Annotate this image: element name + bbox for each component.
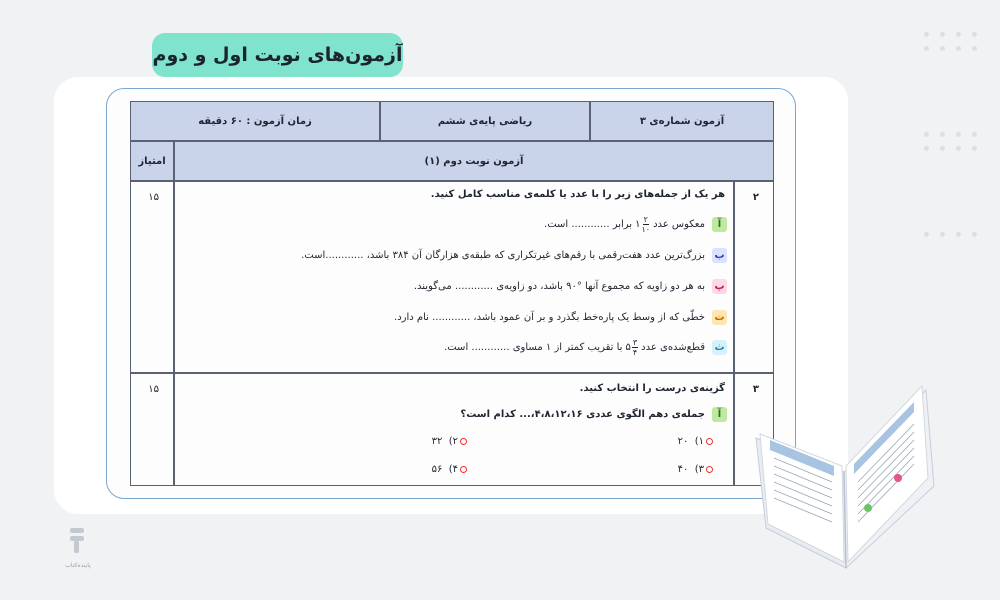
fraction-denominator: ۱۰ <box>641 225 651 234</box>
q2-number-cell <box>734 181 774 373</box>
subject-cell <box>380 101 590 141</box>
item-text: خطّی که از وسط یک پاره‌خط بگذرد و بر آن عمود باشد، ............ نام دارد. <box>394 312 705 323</box>
exam-table <box>130 101 774 486</box>
fraction-numerator: ۲ <box>643 215 648 224</box>
q2-item-b <box>301 248 727 263</box>
exam-sheet <box>106 88 796 499</box>
open-book-icon <box>748 378 936 574</box>
option-value: ۲۰ <box>677 436 689 447</box>
q3-score-cell <box>130 373 174 486</box>
option-circle-icon <box>706 438 713 445</box>
q2-item-s <box>444 338 727 357</box>
score-header: امتیاز <box>138 155 166 167</box>
item-marker: ب <box>712 248 727 263</box>
item-text: معکوس عدد <box>653 219 705 230</box>
subject: ریاضی پایه‌ی ششم <box>437 115 533 127</box>
item-text: بزرگ‌ترین عدد هفت‌رقمی با رقم‌های غیرتکراری که طبقه‌ی هزارگان آن ۳۸۴ باشد، ............است. <box>301 250 705 261</box>
fraction-whole: ۱ <box>635 219 641 230</box>
q2-body-cell <box>174 181 734 373</box>
section-title: آزمون نوبت دوم (۱) <box>424 155 524 167</box>
duration: زمان آزمون : ۶۰ دقیقه <box>198 115 312 127</box>
item-text: قطع‌شده‌ی عدد <box>641 342 705 353</box>
brand-name: پاینده‌کتاب <box>65 562 91 569</box>
option-value: ۳۲ <box>431 436 443 447</box>
score-header-cell <box>130 141 174 181</box>
option-circle-icon <box>460 466 467 473</box>
page-title: آزمون‌های نوبت اول و دوم <box>152 33 403 77</box>
item-marker: ت <box>712 310 727 325</box>
mixed-fraction <box>625 338 638 357</box>
item-marker: پ <box>712 279 727 294</box>
exam-number-cell <box>590 101 774 141</box>
duration-cell <box>130 101 380 141</box>
fraction-whole: ۵ <box>625 342 631 353</box>
item-text: به هر دو زاویه که مجموع آنها °۹۰ باشد، دو زاویه‌ی ............ می‌گویند. <box>413 281 705 292</box>
q2-item-p <box>414 279 727 294</box>
item-marker: آ <box>712 217 727 232</box>
fraction-denominator: ۴ <box>632 348 638 357</box>
decorative-dots <box>924 32 994 252</box>
q2-score-cell <box>130 181 174 373</box>
fraction-numerator: ۳ <box>632 338 638 347</box>
q2-item-t <box>394 310 727 325</box>
item-marker: آ <box>712 407 727 422</box>
item-text-after: برابر ............ است. <box>544 219 633 230</box>
q2-number: ۲ <box>752 192 759 203</box>
option-label: ۴) <box>448 464 458 475</box>
option-circle-icon <box>460 438 467 445</box>
logo-mark-icon <box>67 526 89 556</box>
brand-logo <box>58 526 98 576</box>
q3-sub-prompt: جمله‌ی دهم الگوی عددی ۴،۸،۱۲،۱۶،... کدام است؟ <box>460 409 705 420</box>
item-text-after: با تقریب کمتر از ۱ مساوی ............ است. <box>444 342 623 353</box>
q2-item-a <box>544 215 727 234</box>
option-label: ۱) <box>694 436 704 447</box>
q3-score: ۱۵ <box>148 384 159 395</box>
option-2[interactable] <box>432 436 467 447</box>
q3-prompt: گزینه‌ی درست را انتخاب کنید. <box>579 383 725 394</box>
q3-number: ۳ <box>752 384 759 395</box>
option-label: ۲) <box>448 436 458 447</box>
option-circle-icon <box>706 466 713 473</box>
option-1[interactable] <box>678 436 713 447</box>
q3-body-cell <box>174 373 734 486</box>
q2-score: ۱۵ <box>148 192 159 203</box>
section-title-cell <box>174 141 774 181</box>
item-marker: ث <box>712 340 727 355</box>
option-3[interactable] <box>678 464 713 475</box>
option-4[interactable] <box>432 464 467 475</box>
exam-number: آزمون شماره‌ی ۳ <box>639 115 725 127</box>
option-value: ۴۰ <box>677 464 689 475</box>
option-label: ۳) <box>694 464 704 475</box>
option-value: ۵۶ <box>431 464 443 475</box>
mixed-fraction <box>635 215 650 234</box>
q2-prompt: هر یک از جمله‌های زیر را با عدد یا کلمه‌ی مناسب کامل کنید. <box>430 189 725 200</box>
q3-sub-question <box>460 407 727 422</box>
